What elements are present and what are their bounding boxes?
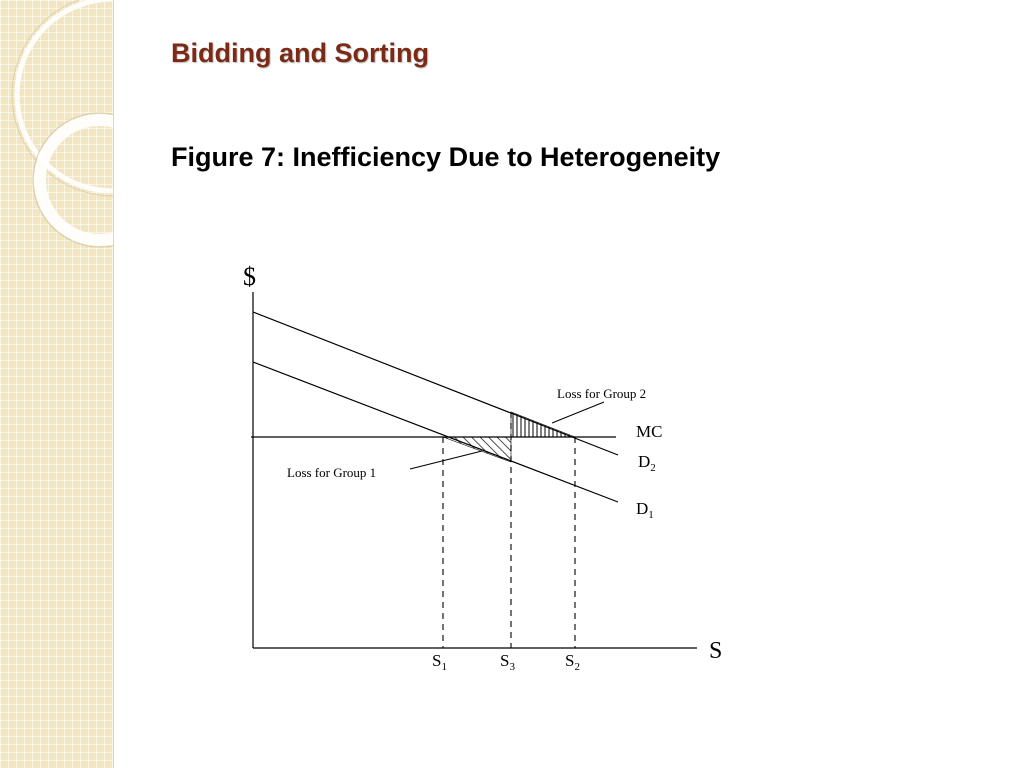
d2-label: $D_2$	[638, 452, 656, 474]
loss-group-1-label: Loss for Group 1	[287, 465, 377, 480]
figure-title: Figure 7: Inefficiency Due to Heterogeneity	[171, 142, 721, 172]
mc-label: MC	[636, 422, 663, 441]
s1-tick-label: $S_1$	[432, 651, 447, 673]
x-axis-label: S	[709, 638, 723, 664]
y-axis-label: $	[243, 262, 256, 291]
loss-group-2-label: Loss for Group 2	[557, 386, 647, 401]
s3-tick-label: $S_3$	[500, 651, 515, 673]
loss-group-2-pointer	[552, 402, 604, 423]
loss-group-1-pointer	[410, 451, 482, 469]
slide-title: Bidding and Sorting	[171, 38, 429, 68]
s2-tick-label: $S_2$	[565, 651, 580, 673]
d1-label: $D_1$	[636, 499, 654, 521]
loss-area-group-2	[511, 412, 575, 437]
